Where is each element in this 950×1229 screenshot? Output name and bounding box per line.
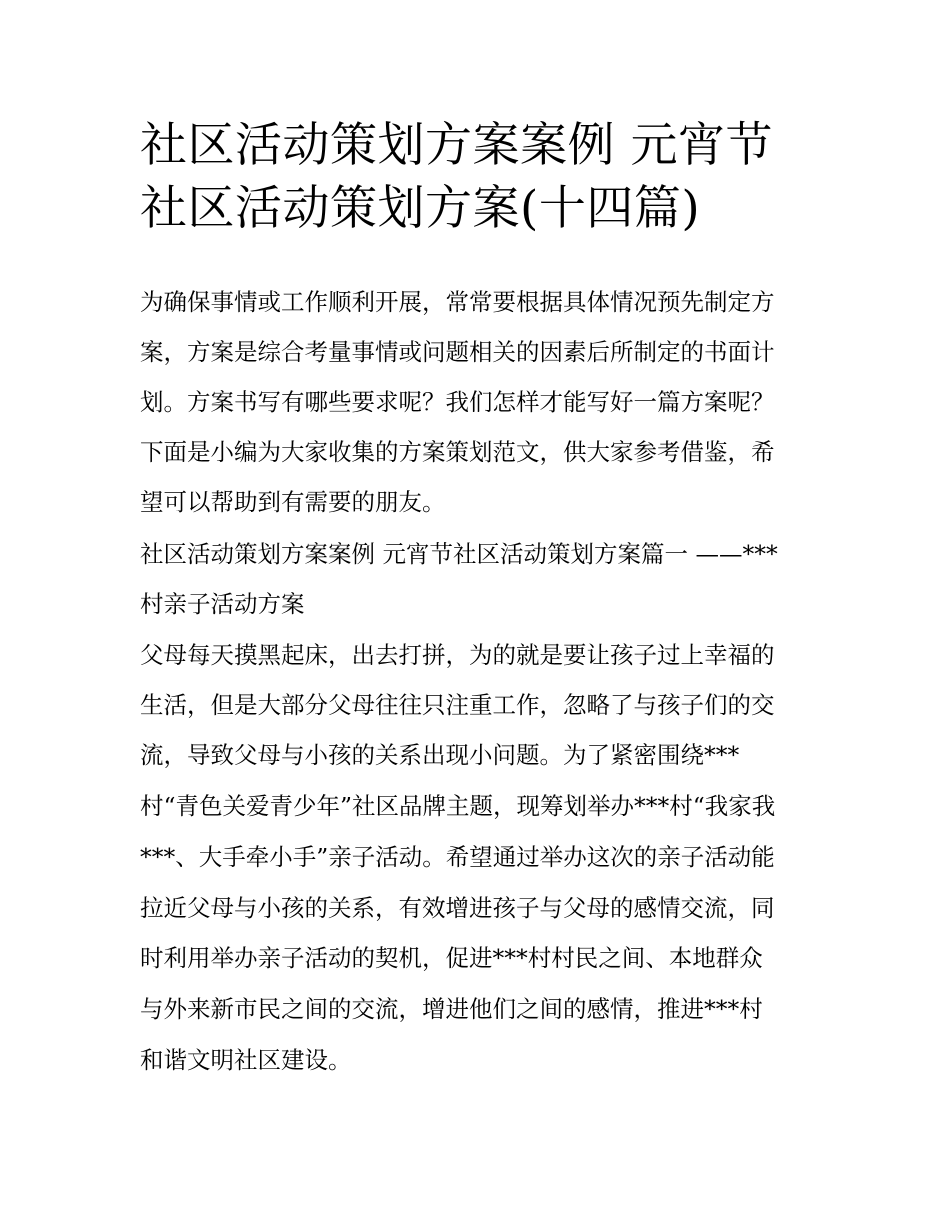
paragraph-line-8: 与外来新市民之间的交流，增进他们之间的感情，推进***村 bbox=[140, 995, 763, 1023]
paragraph-line-4: 村“青色关爱青少年”社区品牌主题，现筹划举办***村“我家我 bbox=[140, 792, 776, 820]
paragraph-line-5: ***、大手牵小手”亲子活动。希望通过举办这次的亲子活动能 bbox=[140, 843, 775, 871]
paragraph-line-3: 流，导致父母与小孩的关系出现小问题。为了紧密围绕*** bbox=[140, 741, 740, 769]
intro-line-1: 为确保事情或工作顺利开展，常常要根据具体情况预先制定方 bbox=[140, 288, 775, 316]
intro-line-3: 划。方案书写有哪些要求呢？我们怎样才能写好一篇方案呢？ bbox=[140, 388, 775, 416]
paragraph-line-2: 生活，但是大部分父母往往只注重工作，忽略了与孩子们的交 bbox=[140, 691, 775, 719]
section-heading-line-1: 社区活动策划方案案例 元宵节社区活动策划方案篇一 ——*** bbox=[140, 540, 778, 568]
section-heading-line-2: 村亲子活动方案 bbox=[140, 590, 305, 618]
intro-line-4: 下面是小编为大家收集的方案策划范文，供大家参考借鉴，希 bbox=[140, 438, 775, 466]
paragraph-line-1: 父母每天摸黑起床，出去打拼，为的就是要让孩子过上幸福的 bbox=[140, 641, 775, 669]
paragraph-line-6: 拉近父母与小孩的关系，有效增进孩子与父母的感情交流，同 bbox=[140, 894, 775, 922]
title-line-1: 社区活动策划方案案例 元宵节 bbox=[140, 118, 773, 173]
title-line-2: 社区活动策划方案(十四篇) bbox=[140, 181, 701, 236]
document-title bbox=[140, 114, 820, 240]
intro-line-5: 望可以帮助到有需要的朋友。 bbox=[140, 488, 446, 516]
paragraph-line-7: 时利用举办亲子活动的契机，促进***村村民之间、本地群众 bbox=[140, 944, 763, 972]
intro-line-2: 案，方案是综合考量事情或问题相关的因素后所制定的书面计 bbox=[140, 338, 775, 366]
paragraph-line-9: 和谐文明社区建设。 bbox=[140, 1046, 352, 1074]
